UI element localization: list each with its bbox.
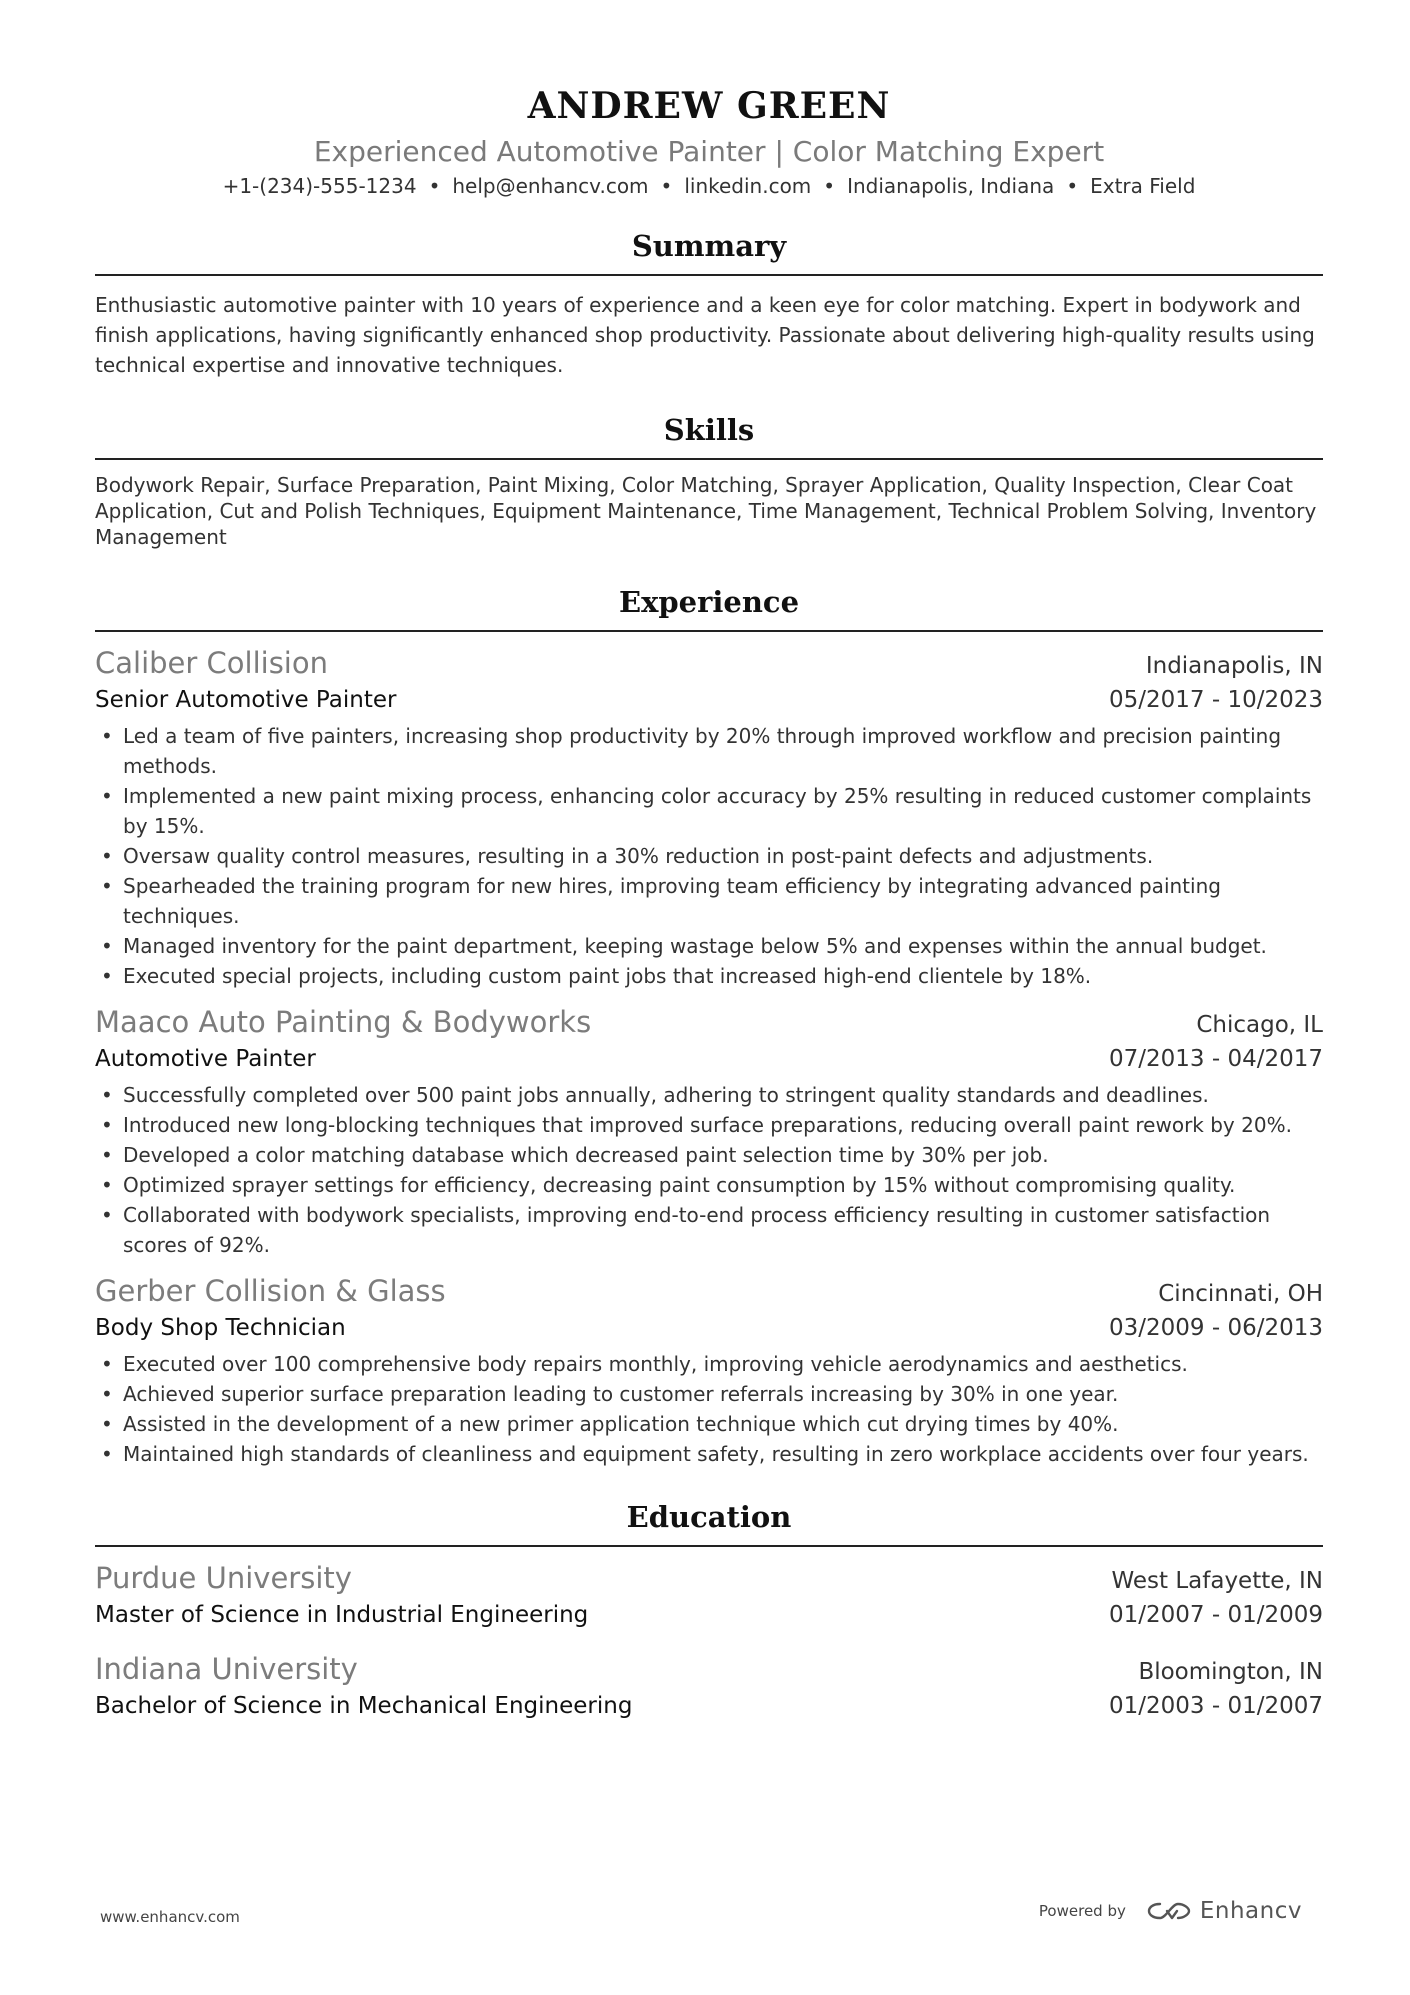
experience-section xyxy=(95,582,1323,1469)
footer-website[interactable]: www.enhancv.com xyxy=(100,1908,240,1926)
contact-separator: • xyxy=(428,174,441,198)
resume-page xyxy=(95,0,1323,1723)
enhancv-logo-icon xyxy=(1146,1899,1192,1923)
job-dates: 07/2013 - 04/2017 xyxy=(1108,1046,1323,1072)
summary-section xyxy=(95,226,1323,380)
section-title-experience: Experience xyxy=(618,585,800,619)
education-entry xyxy=(95,1650,1323,1723)
degree-name: Master of Science in Industrial Engineering xyxy=(95,1602,589,1628)
degree-name: Bachelor of Science in Mechanical Engineering xyxy=(95,1693,633,1719)
candidate-title: Experienced Automotive Painter | Color Matching Expert xyxy=(313,135,1105,168)
education-dates: 01/2007 - 01/2009 xyxy=(1108,1602,1323,1628)
job-bullets xyxy=(95,721,1323,991)
section-title-education: Education xyxy=(626,1500,792,1534)
job-dates: 05/2017 - 10/2023 xyxy=(1108,687,1323,713)
bullet-item: • Optimized sprayer settings for efficiency, decreasing paint consumption by 15% without compromising quality. xyxy=(95,1170,1323,1200)
section-title-summary: Summary xyxy=(631,229,787,263)
education-section xyxy=(95,1497,1323,1723)
job-bullets xyxy=(95,1349,1323,1469)
education-dates: 01/2003 - 01/2007 xyxy=(1108,1693,1323,1719)
section-divider xyxy=(95,630,1323,632)
job-dates: 03/2009 - 06/2013 xyxy=(1108,1315,1323,1341)
bullet-item: • Developed a color matching database which decreased paint selection time by 30% per job. xyxy=(95,1140,1323,1170)
bullet-item: • Executed over 100 comprehensive body repairs monthly, improving vehicle aerodynamics and aesthetics. xyxy=(95,1349,1323,1379)
job-role: Senior Automotive Painter xyxy=(95,687,397,713)
experience-entry xyxy=(95,1272,1323,1469)
job-bullets xyxy=(95,1080,1323,1260)
skills-section xyxy=(95,410,1323,550)
contact-phone[interactable]: +1-(234)-555-1234 xyxy=(222,174,417,198)
contact-separator: • xyxy=(1066,174,1079,198)
company-name: Gerber Collision & Glass xyxy=(95,1274,446,1308)
company-name: Caliber Collision xyxy=(95,646,328,680)
contact-email[interactable]: help@enhancv.com xyxy=(452,174,649,198)
job-role: Automotive Painter xyxy=(95,1046,316,1072)
bullet-item: • Executed special projects, including custom paint jobs that increased high-end clientele by 18%. xyxy=(95,961,1323,991)
contact-linkedin[interactable]: linkedin.com xyxy=(684,174,812,198)
contact-extra-field: Extra Field xyxy=(1090,174,1196,198)
contact-location: Indianapolis, Indiana xyxy=(847,174,1055,198)
contact-separator: • xyxy=(823,174,836,198)
contact-line xyxy=(95,172,1323,200)
contact-separator: • xyxy=(660,174,673,198)
resume-header xyxy=(95,0,1323,200)
section-divider xyxy=(95,1545,1323,1547)
job-location: Cincinnati, OH xyxy=(1158,1281,1323,1307)
section-divider xyxy=(95,458,1323,460)
summary-text: Enthusiastic automotive painter with 10 years of experience and a keen eye for color matching. Expert in bodywork and finish applications, having significantly enhanced shop productivity. Passionate about delivering high-quality results using technical expertise and innovative techniques. xyxy=(95,293,1315,377)
section-divider xyxy=(95,274,1323,276)
bullet-item: • Achieved superior surface preparation leading to customer referrals increasing by 30% in one year. xyxy=(95,1379,1323,1409)
powered-by-label: Powered by xyxy=(1038,1902,1126,1920)
bullet-item: • Assisted in the development of a new primer application technique which cut drying times by 40%. xyxy=(95,1409,1323,1439)
bullet-item: • Introduced new long-blocking techniques that improved surface preparations, reducing overall paint rework by 20%. xyxy=(95,1110,1323,1140)
job-role: Body Shop Technician xyxy=(95,1315,346,1341)
candidate-name: ANDREW GREEN xyxy=(527,85,891,127)
bullet-item: • Oversaw quality control measures, resulting in a 30% reduction in post-paint defects and adjustments. xyxy=(95,841,1323,871)
company-name: Maaco Auto Painting & Bodyworks xyxy=(95,1005,592,1039)
footer-branding xyxy=(1039,1898,1302,1924)
bullet-item: • Managed inventory for the paint department, keeping wastage below 5% and expenses within the annual budget. xyxy=(95,931,1323,961)
school-name: Indiana University xyxy=(95,1652,358,1686)
experience-entry xyxy=(95,644,1323,991)
bullet-item: • Collaborated with bodywork specialists, improving end-to-end process efficiency resulting in customer satisfaction scores of 92%. xyxy=(95,1200,1323,1260)
brand-name: Enhancv xyxy=(1199,1898,1302,1924)
job-location: Indianapolis, IN xyxy=(1145,653,1323,679)
education-entry xyxy=(95,1559,1323,1632)
section-title-skills: Skills xyxy=(663,413,755,447)
bullet-item: • Led a team of five painters, increasing shop productivity by 20% through improved workflow and precision painting methods. xyxy=(95,721,1323,781)
job-location: Chicago, IL xyxy=(1196,1012,1323,1038)
bullet-item: • Maintained high standards of cleanliness and equipment safety, resulting in zero workplace accidents over four years. xyxy=(95,1439,1323,1469)
school-name: Purdue University xyxy=(95,1561,352,1595)
school-location: Bloomington, IN xyxy=(1138,1659,1323,1685)
skills-text: Bodywork Repair, Surface Preparation, Paint Mixing, Color Matching, Sprayer Application, Quality Inspection, Clear Coat Application, Cut and Polish Techniques, Equipment Maintenance, Time Management, Technical Problem Solving, Inventory Management xyxy=(95,473,1317,549)
school-location: West Lafayette, IN xyxy=(1111,1568,1323,1594)
brand-link[interactable] xyxy=(1146,1898,1302,1924)
experience-entry xyxy=(95,1003,1323,1260)
bullet-item: • Implemented a new paint mixing process, enhancing color accuracy by 25% resulting in reduced customer complaints by 15%. xyxy=(95,781,1323,841)
bullet-item: • Successfully completed over 500 paint jobs annually, adhering to stringent quality standards and deadlines. xyxy=(95,1080,1323,1110)
bullet-item: • Spearheaded the training program for new hires, improving team efficiency by integrating advanced painting techniques. xyxy=(95,871,1323,931)
